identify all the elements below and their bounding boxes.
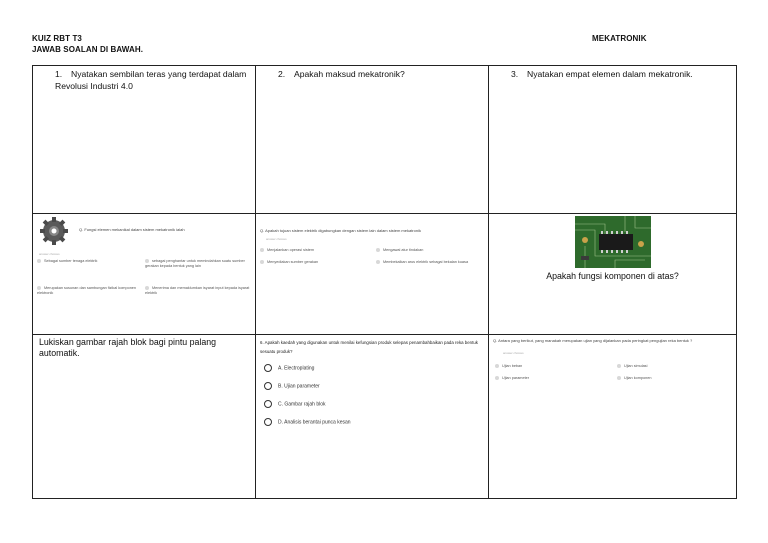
radio-icon bbox=[495, 376, 499, 380]
cell-q4 bbox=[33, 214, 256, 335]
q2-number: 2. bbox=[278, 69, 286, 79]
subject-title: MEKATRONIK bbox=[592, 34, 647, 43]
circuit-board-icon bbox=[575, 216, 651, 268]
q9-hint: answer choices bbox=[503, 351, 524, 355]
q5-option-label: Menjalankan operasi sistem bbox=[267, 248, 315, 252]
q8-option-label: D. Analisis berantai punca kesan bbox=[278, 419, 351, 426]
radio-icon bbox=[264, 400, 272, 408]
q5-question: Q. Apakah tujuan sistem elektrik digabungkan dengan sistem lain dalam sistem mekatronik bbox=[260, 228, 421, 233]
q5-option[interactable] bbox=[376, 260, 486, 265]
q1-text: Nyatakan sembilan teras yang terdapat dalam Revolusi Industri 4.0 bbox=[55, 69, 247, 91]
radio-icon bbox=[495, 364, 499, 368]
q4-option[interactable] bbox=[145, 259, 251, 269]
q5-option[interactable] bbox=[376, 248, 486, 253]
cell-q1 bbox=[33, 66, 256, 214]
q9-option[interactable] bbox=[495, 364, 522, 369]
q8-option-label: A. Electroplating bbox=[278, 365, 315, 372]
q1-number: 1. bbox=[55, 69, 63, 79]
radio-icon bbox=[37, 286, 41, 290]
cell-q9 bbox=[489, 335, 737, 499]
q4-option[interactable] bbox=[145, 286, 251, 296]
q5-hint: answer choices bbox=[266, 237, 287, 241]
cell-q3 bbox=[489, 66, 737, 214]
radio-icon bbox=[617, 376, 621, 380]
q3-number: 3. bbox=[511, 69, 519, 79]
q5-option-label: Menyediakan sumber gerakan bbox=[267, 260, 319, 264]
q8-option[interactable] bbox=[264, 382, 320, 390]
q2-text: Apakah maksud mekatronik? bbox=[294, 69, 405, 79]
cell-q5 bbox=[256, 214, 489, 335]
quiz-title: KUIZ RBT T3 bbox=[32, 34, 82, 43]
radio-icon bbox=[264, 364, 272, 372]
q8-option-label: B. Ujian parameter bbox=[278, 383, 320, 390]
q5-option-label: Mengawal atur tindakan bbox=[383, 248, 424, 252]
q9-option[interactable] bbox=[617, 376, 651, 381]
gear-icon bbox=[39, 214, 69, 248]
q9-option-label: Ujian parameter bbox=[502, 376, 530, 380]
cell-q2 bbox=[256, 66, 489, 214]
radio-icon bbox=[617, 364, 621, 368]
q4-option[interactable] bbox=[37, 259, 137, 264]
cell-q8 bbox=[256, 335, 489, 499]
cell-q7 bbox=[33, 335, 256, 499]
instruction-text: JAWAB SOALAN DI BAWAH. bbox=[32, 45, 144, 54]
quiz-grid bbox=[32, 65, 737, 499]
q4-question: Q. Fungsi elemen mekanikal dalam sistem mekatronik ialah bbox=[79, 227, 185, 232]
q9-question: Q. Antara yang berikut, yang manakah merupakan ujian yang dijalankan pada peringkat pengujian reka bentuk ? bbox=[493, 338, 693, 343]
q4-option-label: sebagai penghantar untuk memindahkan suatu sumber gerakan kepada bentuk yang lain bbox=[145, 259, 245, 268]
q4-option-label: Menerima dan memaklumkan isyarat input kepada isyarat elektrik bbox=[145, 286, 250, 295]
q5-option-label: Membekalkan arus elektrik sebagai bekalan kuasa bbox=[383, 260, 469, 264]
q8-option[interactable] bbox=[264, 418, 351, 426]
radio-icon bbox=[37, 259, 41, 263]
q4-option[interactable] bbox=[37, 286, 141, 296]
q3-text: Nyatakan empat elemen dalam mekatronik. bbox=[527, 69, 693, 79]
q4-hint: answer choices bbox=[39, 252, 60, 256]
radio-icon bbox=[145, 259, 149, 263]
q9-option-label: Ujian simulasi bbox=[624, 364, 648, 368]
q4-option-label: Merupakan susunan dan sambungan fizikal komponen elektronik bbox=[37, 286, 137, 295]
radio-icon bbox=[145, 286, 149, 290]
q8-question: 6. Apakah kaedah yang digunakan untuk menilai kefungsian produk selepas penambahbaikan pada reka bentuk sesuatu produk? bbox=[260, 340, 478, 354]
q8-option[interactable] bbox=[264, 364, 314, 372]
q4-option-label: Sebagai sumber tenaga elektrik bbox=[44, 259, 98, 263]
radio-icon bbox=[376, 248, 380, 252]
q5-option[interactable] bbox=[260, 248, 370, 253]
radio-icon bbox=[376, 260, 380, 264]
q9-option[interactable] bbox=[617, 364, 647, 369]
cell-q6 bbox=[489, 214, 737, 335]
radio-icon bbox=[264, 418, 272, 426]
q9-option[interactable] bbox=[495, 376, 529, 381]
q6-text: Apakah fungsi komponen di atas? bbox=[546, 271, 679, 281]
q9-option-label: Ujian komponen bbox=[624, 376, 652, 380]
q5-option[interactable] bbox=[260, 260, 370, 265]
q8-option[interactable] bbox=[264, 400, 326, 408]
q8-option-label: C. Gambar rajah blok bbox=[278, 401, 326, 408]
q9-option-label: Ujian beban bbox=[502, 364, 523, 368]
radio-icon bbox=[260, 248, 264, 252]
radio-icon bbox=[260, 260, 264, 264]
radio-icon bbox=[264, 382, 272, 390]
q7-text: Lukiskan gambar rajah blok bagi pintu palang automatik. bbox=[39, 337, 217, 358]
